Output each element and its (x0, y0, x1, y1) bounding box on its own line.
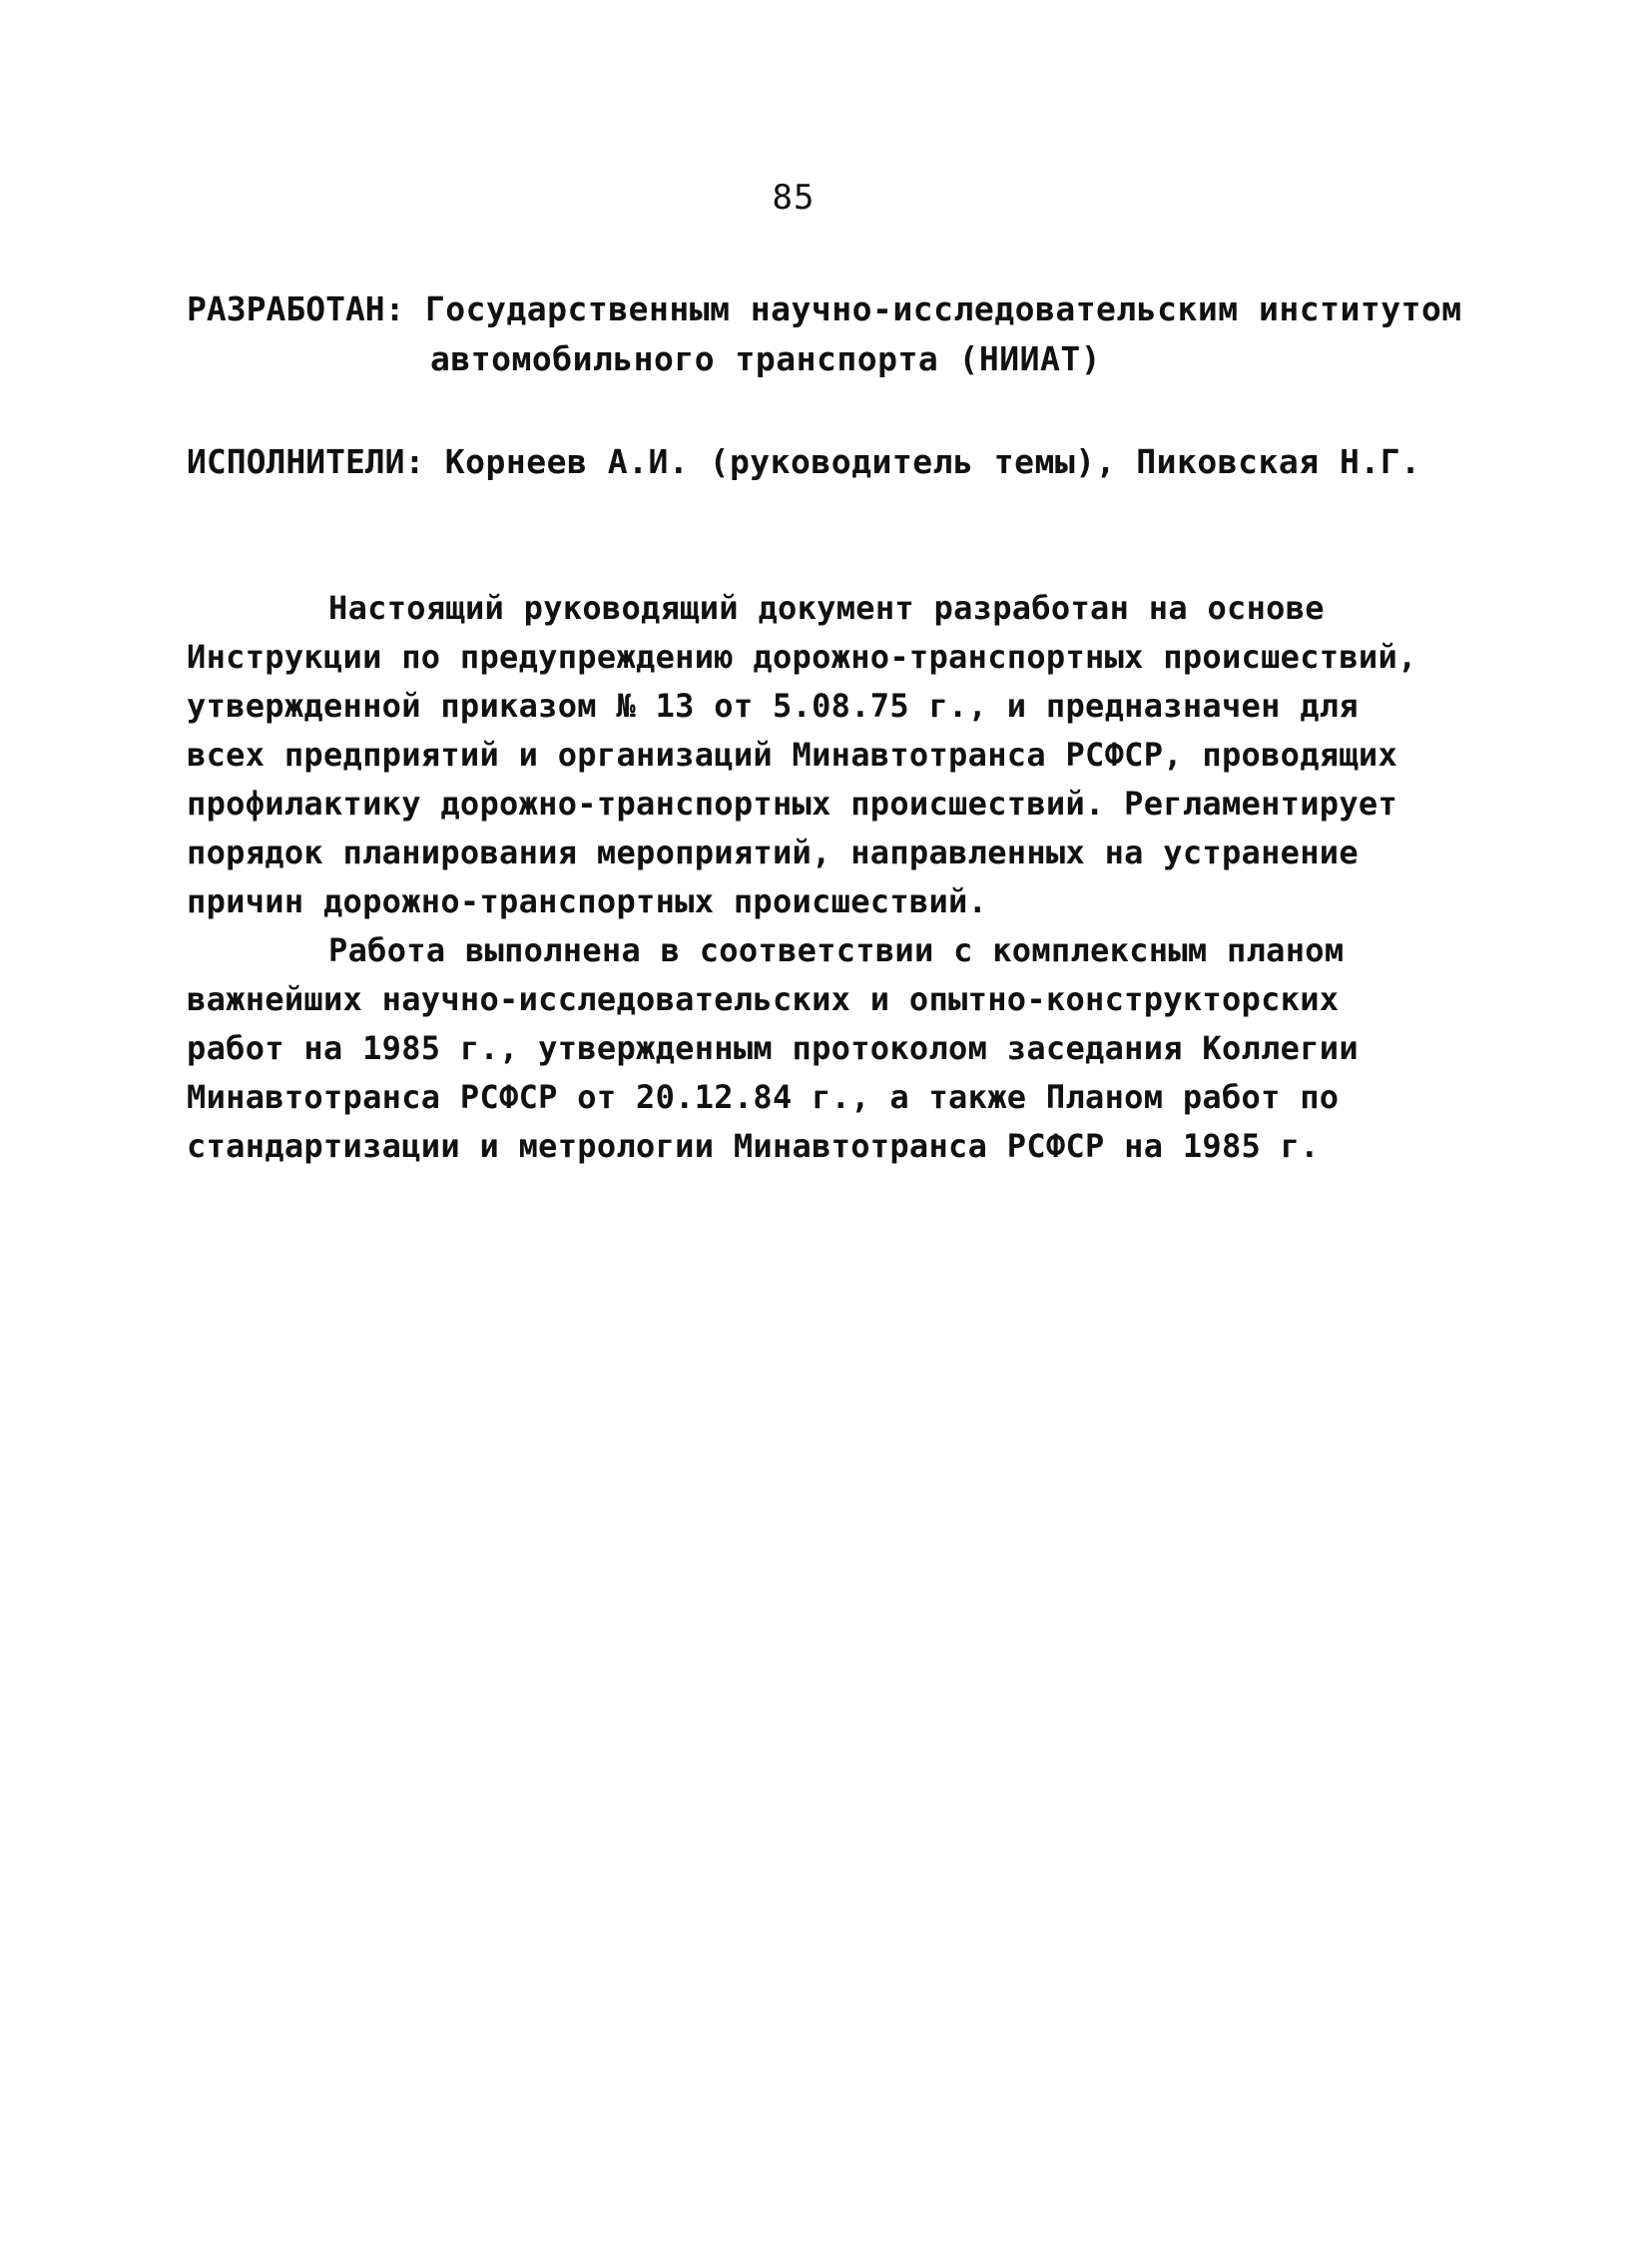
paragraph-line: профилактику дорожно-транспортных происшествий. Регламентирует (187, 785, 1398, 823)
executors-block (187, 437, 1484, 487)
paragraph-2 (187, 926, 1464, 1171)
paragraph-line: утвержденной приказом № 13 от 5.08.75 г., и предназначен для (187, 687, 1359, 725)
paragraph-line: всех предприятий и организаций Минавтотранса РСФСР, проводящих (187, 736, 1398, 774)
developed-by-org-line2: автомобильного транспорта (НИИАТ) (430, 339, 1102, 378)
paragraph-line: Инструкции по предупреждению дорожно-транспортных происшествий, (187, 638, 1417, 676)
developed-by-block (187, 284, 1484, 384)
paragraph-line: важнейших научно-исследовательских и опытно-конструкторских (187, 980, 1340, 1018)
paragraph-line: Настоящий руководящий документ разработан на основе (328, 589, 1325, 627)
executors-names: Корнеев А.И. (руководитель темы), Пиковская Н.Г. (444, 442, 1421, 481)
executors-label: ИСПОЛНИТЕЛИ: (187, 442, 425, 481)
paragraph-line: Работа выполнена в соответствии с комплексным планом (328, 931, 1345, 969)
paragraph-line: Минавтотранса РСФСР от 20.12.84 г., а также Планом работ по (187, 1078, 1340, 1116)
body-text (187, 584, 1464, 1171)
developed-by-label: РАЗРАБОТАН: (187, 289, 405, 328)
paragraph-line: стандартизации и метрологии Минавтотранса РСФСР на 1985 г. (187, 1127, 1320, 1165)
paragraph-line: причин дорожно-транспортных происшествий. (187, 882, 988, 920)
developed-by-org-line1: Государственным научно-исследовательским институтом (424, 289, 1462, 328)
paragraph-line: работ на 1985 г., утвержденным протоколом заседания Коллегии (187, 1029, 1359, 1067)
paragraph-1 (187, 584, 1464, 926)
paragraph-line: порядок планирования мероприятий, направленных на устранение (187, 834, 1359, 871)
page-number: 85 (772, 178, 816, 218)
